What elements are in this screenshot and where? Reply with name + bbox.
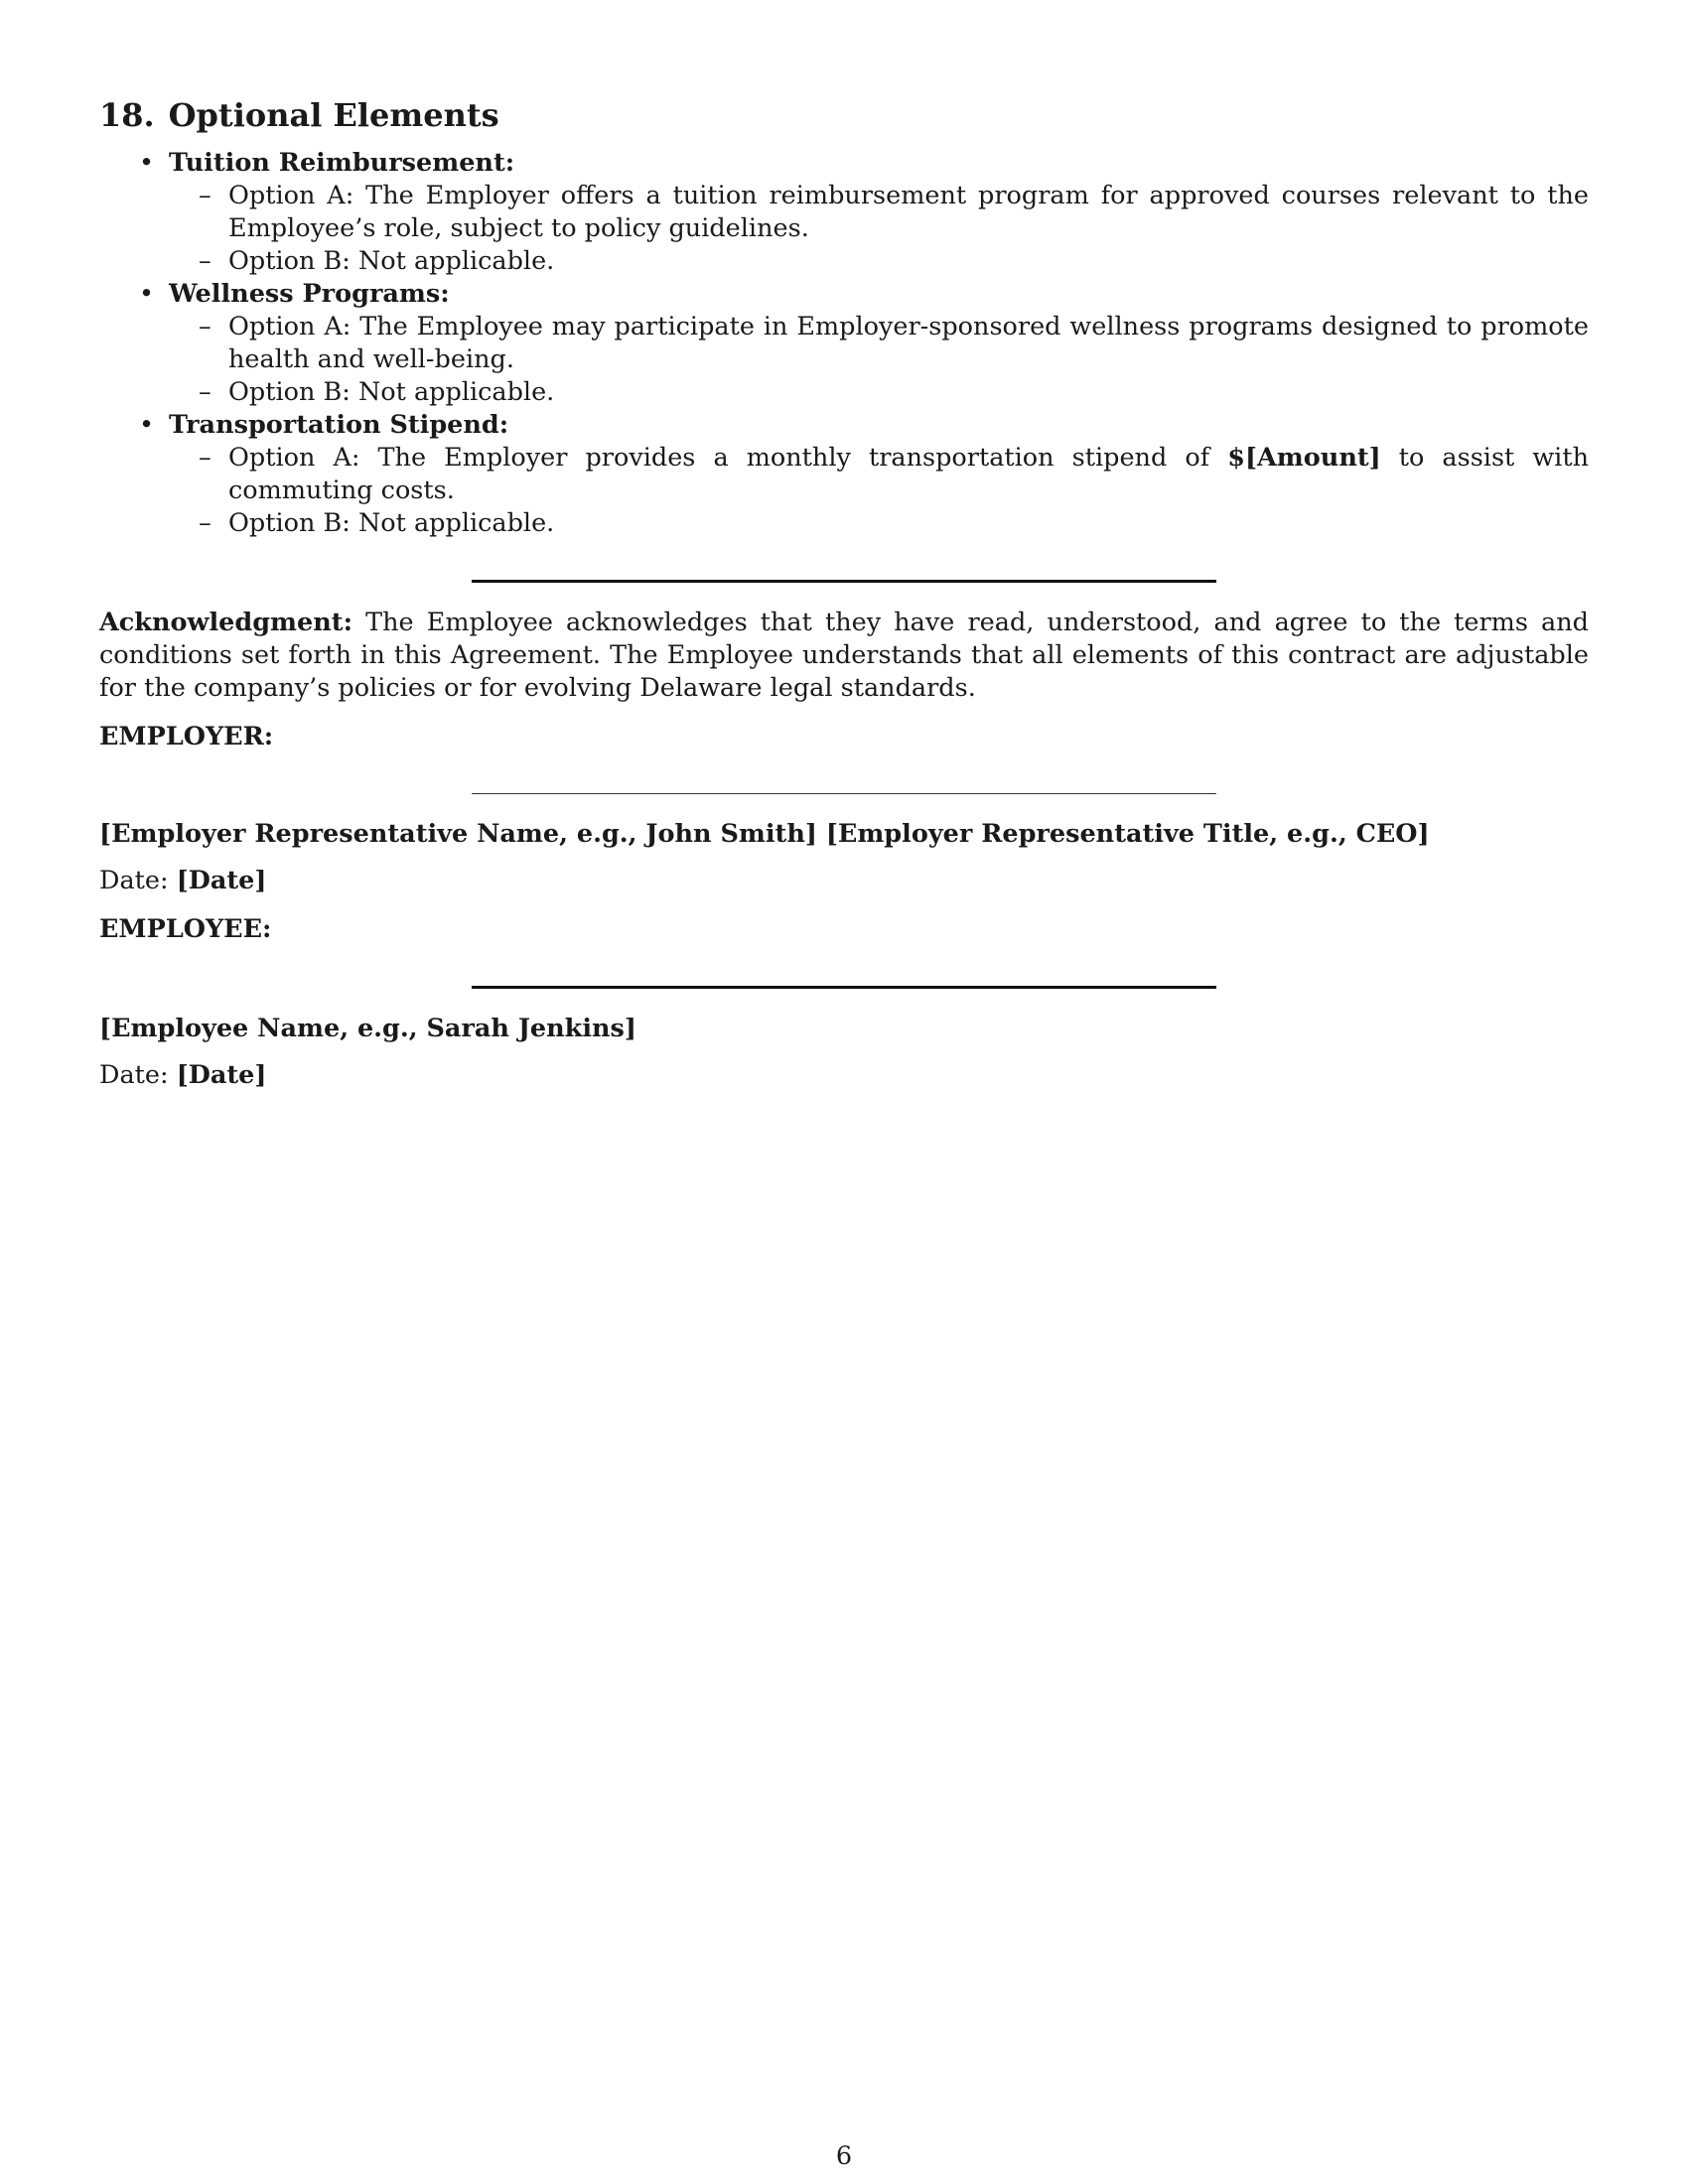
acknowledgment-paragraph — [99, 607, 1589, 705]
employer-signature-line — [472, 793, 1216, 794]
option-b — [169, 376, 1589, 409]
dash-icon: – — [199, 443, 211, 473]
acknowledgment-label: Acknowledgment: — [99, 608, 352, 637]
employee-name: [Employee Name, e.g., Sarah Jenkins] — [99, 1014, 636, 1043]
list-item-tuition — [99, 147, 1589, 278]
dash-icon: – — [199, 312, 211, 341]
amount-placeholder: $[Amount] — [1227, 443, 1381, 473]
option-a — [169, 442, 1589, 507]
section-heading — [99, 95, 1589, 135]
option-a-text: Option A: The Employee may participate in Employer-sponsored wellness programs designed to promote health and well-being. — [228, 312, 1589, 374]
option-b-text: Option B: Not applicable. — [228, 508, 555, 538]
bullet-icon: • — [139, 148, 155, 178]
document-page — [99, 95, 1589, 1092]
section-divider — [472, 580, 1216, 583]
employer-rep-name: [Employer Representative Name, e.g., John Smith] — [99, 819, 817, 849]
dash-icon: – — [199, 508, 211, 538]
employer-date — [99, 865, 1589, 897]
option-b-text: Option B: Not applicable. — [228, 377, 555, 407]
employee-label: EMPLOYEE: — [99, 914, 272, 944]
item-title: Tuition Reimbursement: — [169, 148, 515, 178]
date-label: Date: — [99, 866, 177, 895]
dash-icon: – — [199, 377, 211, 407]
employer-label: EMPLOYER: — [99, 722, 274, 751]
employer-signer — [99, 818, 1589, 851]
acknowledgment-text: The Employee acknowledges that they have read, understood, and agree to the terms and conditions set forth in this Agreement. The Employee understands that all elements of this contract are adjustable for the company’s policies or for evolving Delaware legal standards. — [99, 608, 1589, 703]
employer-rep-title: [Employer Representative Title, e.g., CEO] — [825, 819, 1430, 849]
option-a-text-end: to assist with commuting costs. — [228, 443, 1589, 505]
list-item-wellness — [99, 278, 1589, 409]
optional-elements-list — [99, 147, 1589, 540]
options-list — [169, 311, 1589, 409]
option-a-text: Option A: The Employer provides a monthly transportation stipend of — [228, 443, 1228, 473]
option-a-text: Option A: The Employer offers a tuition reimbursement program for approved courses relevant to the Employee’s role, subject to policy guidelines. — [228, 181, 1589, 243]
option-b-text: Option B: Not applicable. — [228, 246, 555, 276]
employee-signer — [99, 1013, 1589, 1045]
date-value: [Date] — [176, 866, 267, 895]
options-list — [169, 180, 1589, 278]
date-label: Date: — [99, 1060, 177, 1090]
option-b — [169, 507, 1589, 540]
section-title: Optional Elements — [168, 96, 499, 134]
bullet-icon: • — [139, 410, 155, 440]
options-list — [169, 442, 1589, 540]
dash-icon: – — [199, 246, 211, 276]
bullet-icon: • — [139, 279, 155, 309]
employee-date — [99, 1059, 1589, 1092]
page-number: 6 — [835, 2141, 853, 2171]
section-number: 18. — [99, 96, 155, 134]
option-b — [169, 245, 1589, 278]
employee-signature-line — [472, 986, 1216, 989]
option-a — [169, 311, 1589, 376]
dash-icon: – — [199, 181, 211, 210]
item-title: Transportation Stipend: — [169, 410, 509, 440]
option-a — [169, 180, 1589, 245]
list-item-transportation — [99, 409, 1589, 540]
item-title: Wellness Programs: — [169, 279, 450, 309]
date-value: [Date] — [176, 1060, 267, 1090]
